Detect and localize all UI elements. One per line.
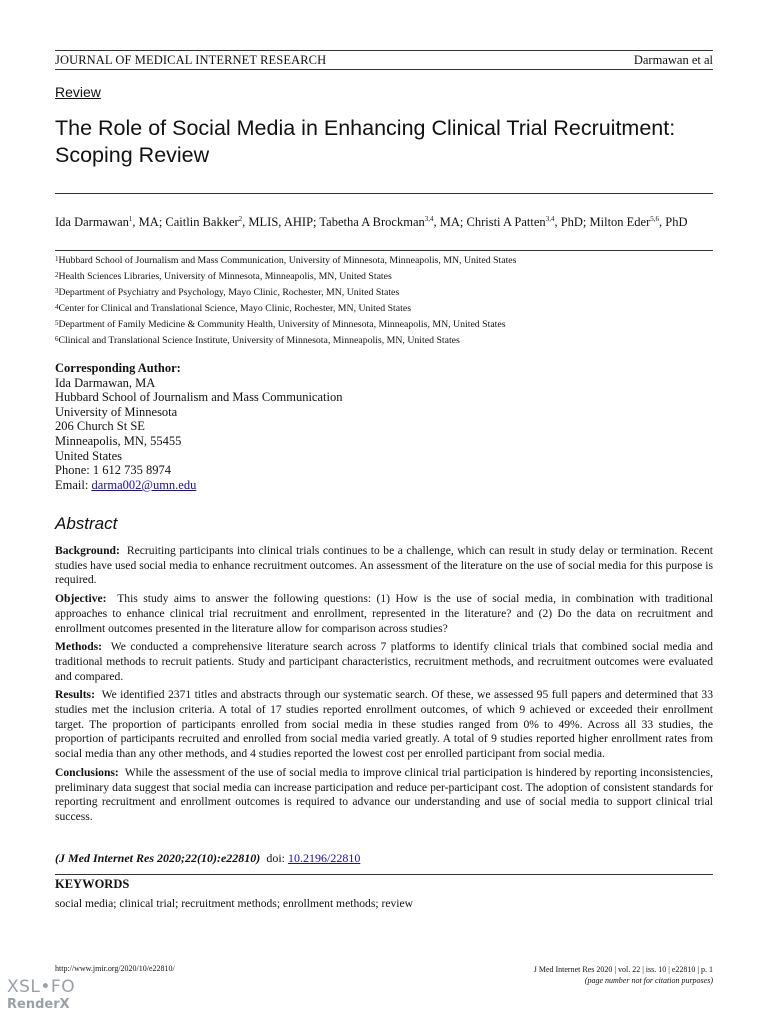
author: Tabetha A Brockman xyxy=(319,215,425,230)
corr-line: 206 Church St SE xyxy=(55,419,145,434)
header-rule-bottom xyxy=(55,69,713,70)
authors-rule xyxy=(55,250,713,251)
author-affil-sup: 1 xyxy=(128,215,133,223)
corr-line: Ida Darmawan, MA xyxy=(55,375,156,390)
abstract-section-label: Background: xyxy=(55,544,120,557)
doi-label: doi: xyxy=(266,851,285,865)
citation-ref: (J Med Internet Res 2020;22(10):e22810) xyxy=(55,851,261,865)
abstract-section-text: This study aims to answer the following questions: (1) How is the use of social media, in combination with traditional approaches to enhance clinical trial recruitment and enrollment, represented in the literature? and (2) Do the data on recruitment and enrollment outcomes presented in the literature allow for comparison across studies? xyxy=(55,592,713,635)
citation-line xyxy=(55,851,360,866)
author-credentials: , MLIS, AHIP; xyxy=(242,215,320,230)
abstract-section-text: We identified 2371 titles and abstracts through our systematic search. Of these, we assessed 95 full papers and determined that 33 studies met the inclusion criteria. A total of 17 studies reported enrollment outcomes, of which 9 achieved or exceeded their enrollment target. The proportion of participants enrolled from social media in these studies ranged from 0% to 49%. Across all 33 studies, the proportion of participants recruited and enrolled from social media varied greatly. A total of 9 studies reported higher enrollment rates from social media than any other methods, and 4 studies reported the lowest cost per enrolled participant from social media. xyxy=(55,688,713,761)
journal-name: JOURNAL OF MEDICAL INTERNET RESEARCH xyxy=(55,53,327,67)
footer-note: (page number not for citation purposes) xyxy=(584,976,713,985)
keywords-list: social media; clinical trial; recruitment methods; enrollment methods; review xyxy=(55,897,414,910)
affiliation-number: 1 xyxy=(55,255,59,263)
affiliation-number: 6 xyxy=(55,334,59,343)
affiliation-number: 5 xyxy=(55,318,59,327)
author-credentials: , MA; xyxy=(132,215,166,230)
author-affil-sup: 5,6 xyxy=(650,215,660,223)
title-line-2: Scoping Review xyxy=(55,143,210,167)
doi-link[interactable]: 10.2196/22810 xyxy=(287,851,361,865)
affiliation xyxy=(55,269,720,285)
affiliation-number: 2 xyxy=(55,270,59,279)
article-type-label: Review xyxy=(55,84,101,100)
abstract-section-text: We conducted a comprehensive literature search across 7 platforms to identify clinical trials that combined social media and traditional methods to recruit patients. Study and participant characteristics, recruitment methods, and recruitment outcomes were evaluated and compared. xyxy=(55,640,713,683)
affiliation-text: Clinical and Translational Science Institute, University of Minnesota, Minneapolis, MN, United States xyxy=(58,334,460,346)
watermark-line-2: RenderX xyxy=(7,997,70,1012)
footer-reference xyxy=(534,964,713,986)
corr-line: Hubbard School of Journalism and Mass Communication xyxy=(55,390,343,405)
abstract-section-label: Results: xyxy=(55,688,95,702)
corresponding-author-heading: Corresponding Author: xyxy=(55,361,181,375)
author-list xyxy=(55,211,720,230)
renderx-watermark xyxy=(7,978,75,1014)
author: Caitlin Bakker xyxy=(165,215,239,230)
footer-url[interactable]: http://www.jmir.org/2020/10/e22810/ xyxy=(55,964,175,973)
abstract-section-text: While the assessment of the use of social media to improve clinical trial participation is hindered by reporting inconsistencies, preliminary data suggest that social media can increase participation and reduce per-participant cost. The adoption of consistent standards for reporting recruitment and enrollment outcomes is required to advance our understanding and use of social media to support clinical trial success. xyxy=(55,765,713,823)
corr-line: United States xyxy=(55,448,123,463)
author: Ida Darmawan xyxy=(55,215,129,230)
title-rule xyxy=(55,193,713,194)
author: Milton Eder xyxy=(589,215,651,230)
abstract-body xyxy=(55,544,713,829)
affiliation xyxy=(55,285,720,301)
author-affil-sup: 3,4 xyxy=(545,215,555,223)
affiliation-number: 3 xyxy=(55,286,59,295)
watermark-line-1: XSL•FO xyxy=(7,977,76,997)
abstract-results xyxy=(55,688,713,762)
corr-line: Phone: 1 612 735 8974 xyxy=(55,463,171,478)
abstract-section-label: Methods: xyxy=(55,640,103,654)
affiliation-text: Center for Clinical and Translational Science, Mayo Clinic, Rochester, MN, United States xyxy=(58,302,412,314)
abstract-section-label: Conclusions: xyxy=(55,765,119,779)
abstract-section-label: Objective: xyxy=(55,592,107,606)
affiliation-number: 4 xyxy=(55,302,59,311)
affiliation-list xyxy=(55,253,720,348)
abstract-conclusions xyxy=(55,766,713,825)
keywords-rule xyxy=(55,874,713,875)
abstract-section-text: Recruiting participants into clinical trials continues to be a challenge, which can result in study delay or termination. Recent studies have used social media to enhance recruitment outcomes. An assessment of the literature on the use of social media for this purpose is required. xyxy=(55,544,713,587)
abstract-objective xyxy=(55,592,713,636)
abstract-background xyxy=(55,544,713,588)
author: Christi A Patten xyxy=(466,215,546,230)
author-credentials: , PhD; xyxy=(554,215,590,230)
abstract-heading: Abstract xyxy=(55,514,118,533)
footer-citation: J Med Internet Res 2020 | vol. 22 | iss. 10 | e22810 | p. 1 xyxy=(533,965,713,974)
author-affil-sup: 3,4 xyxy=(424,215,434,223)
corresponding-author-block xyxy=(55,361,720,492)
affiliation xyxy=(55,253,720,269)
corr-line: University of Minnesota xyxy=(55,404,178,419)
author-credentials: , MA; xyxy=(433,215,467,230)
keywords-heading: KEYWORDS xyxy=(55,877,130,891)
email-line xyxy=(55,478,720,493)
running-author: Darmawan et al xyxy=(633,53,713,67)
affiliation-text: Hubbard School of Journalism and Mass Communication, University of Minnesota, Minneapolis, MN, United States xyxy=(58,255,517,266)
affiliation xyxy=(55,333,720,349)
header-rule xyxy=(55,50,713,51)
email-label: Email: xyxy=(55,477,92,492)
author-credentials: , PhD xyxy=(659,215,688,230)
affiliation-text: Department of Family Medicine & Community Health, University of Minnesota, Minneapolis, MN, United States xyxy=(58,318,506,330)
abstract-methods xyxy=(55,640,713,684)
title-line-1: The Role of Social Media in Enhancing Clinical Trial Recruitment: xyxy=(55,116,676,140)
article-title xyxy=(55,115,720,169)
author-affil-sup: 2 xyxy=(238,215,243,223)
affiliation xyxy=(55,317,720,333)
affiliation-text: Health Sciences Libraries, University of Minnesota, Minneapolis, MN, United States xyxy=(58,270,392,282)
email-link[interactable]: darma002@umn.edu xyxy=(91,477,197,492)
affiliation xyxy=(55,301,720,317)
corr-line: Minneapolis, MN, 55455 xyxy=(55,433,182,448)
affiliation-text: Department of Psychiatry and Psychology, Mayo Clinic, Rochester, MN, United States xyxy=(58,286,400,298)
